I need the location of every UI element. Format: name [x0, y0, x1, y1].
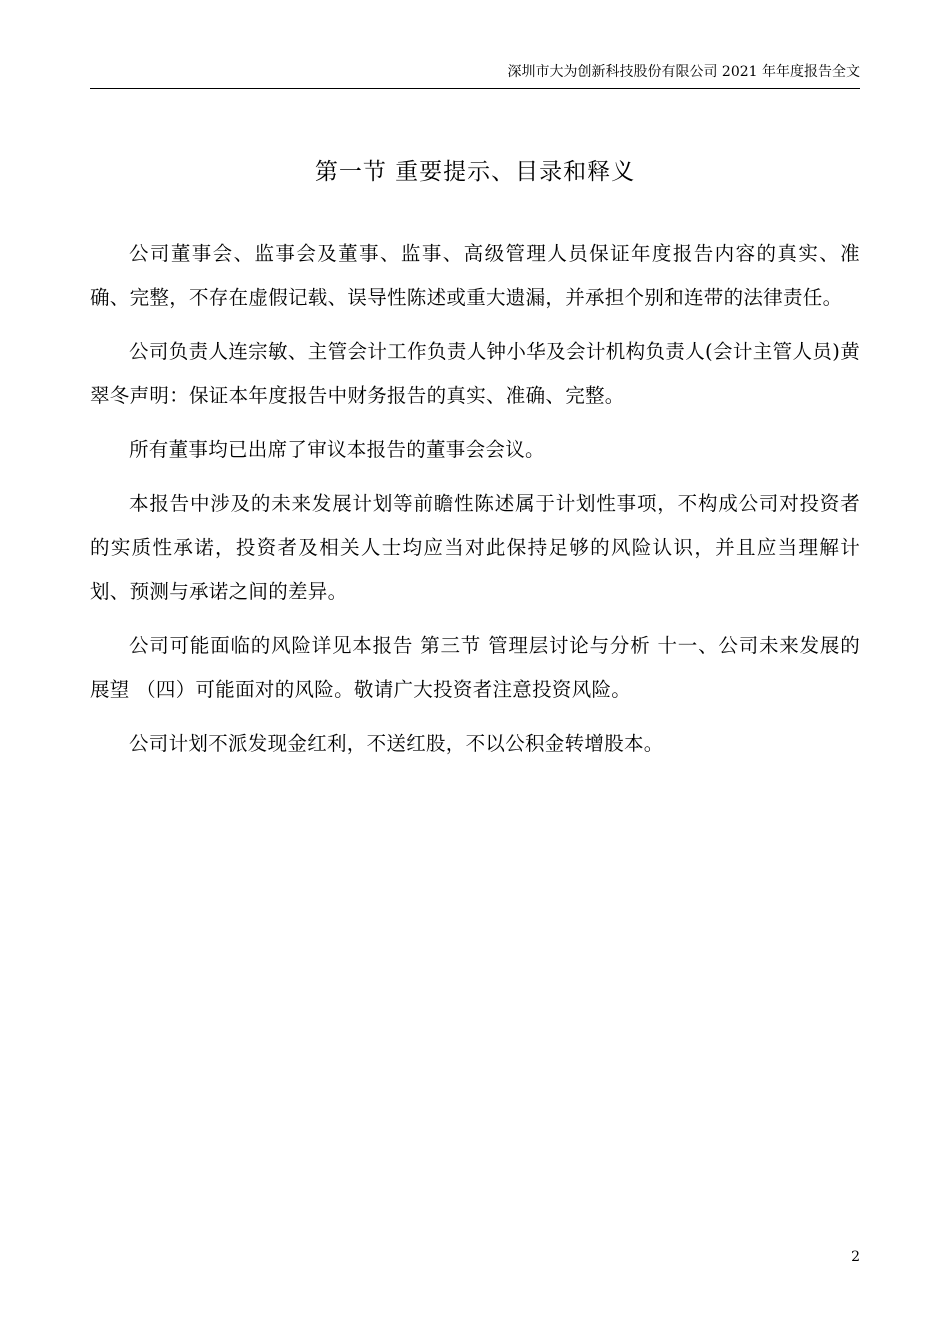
- paragraph-responsibility-statement: 公司董事会、监事会及董事、监事、高级管理人员保证年度报告内容的真实、准确、完整，不存在虚假记载、误导性陈述或重大遗漏，并承担个别和连带的法律责任。: [90, 242, 860, 309]
- paragraph-forward-looking: 本报告中涉及的未来发展计划等前瞻性陈述属于计划性事项，不构成公司对投资者的实质性承诺，投资者及相关人士均应当对此保持足够的风险认识，并且应当理解计划、预测与承诺之间的差异。: [90, 492, 860, 603]
- header-divider: [90, 88, 860, 89]
- section-title: 第一节 重要提示、目录和释义: [314, 159, 636, 185]
- running-header: 深圳市大为创新科技股份有限公司 2021 年年度报告全文: [507, 64, 860, 80]
- paragraph-risk-notice: 公司可能面临的风险详见本报告 第三节 管理层讨论与分析 十一、公司未来发展的展望 （四）可能面对的风险。敬请广大投资者注意投资风险。: [90, 634, 860, 701]
- paragraph-financial-declaration: 公司负责人连宗敏、主管会计工作负责人钟小华及会计机构负责人(会计主管人员)黄翠冬声明：保证本年度报告中财务报告的真实、准确、完整。: [90, 340, 860, 407]
- paragraph-board-attendance: 所有董事均已出席了审议本报告的董事会会议。: [129, 438, 545, 461]
- paragraph-dividend-plan: 公司计划不派发现金红利，不送红股，不以公积金转增股本。: [129, 732, 664, 755]
- page-number: 2: [851, 1249, 860, 1265]
- document-body: [90, 232, 860, 776]
